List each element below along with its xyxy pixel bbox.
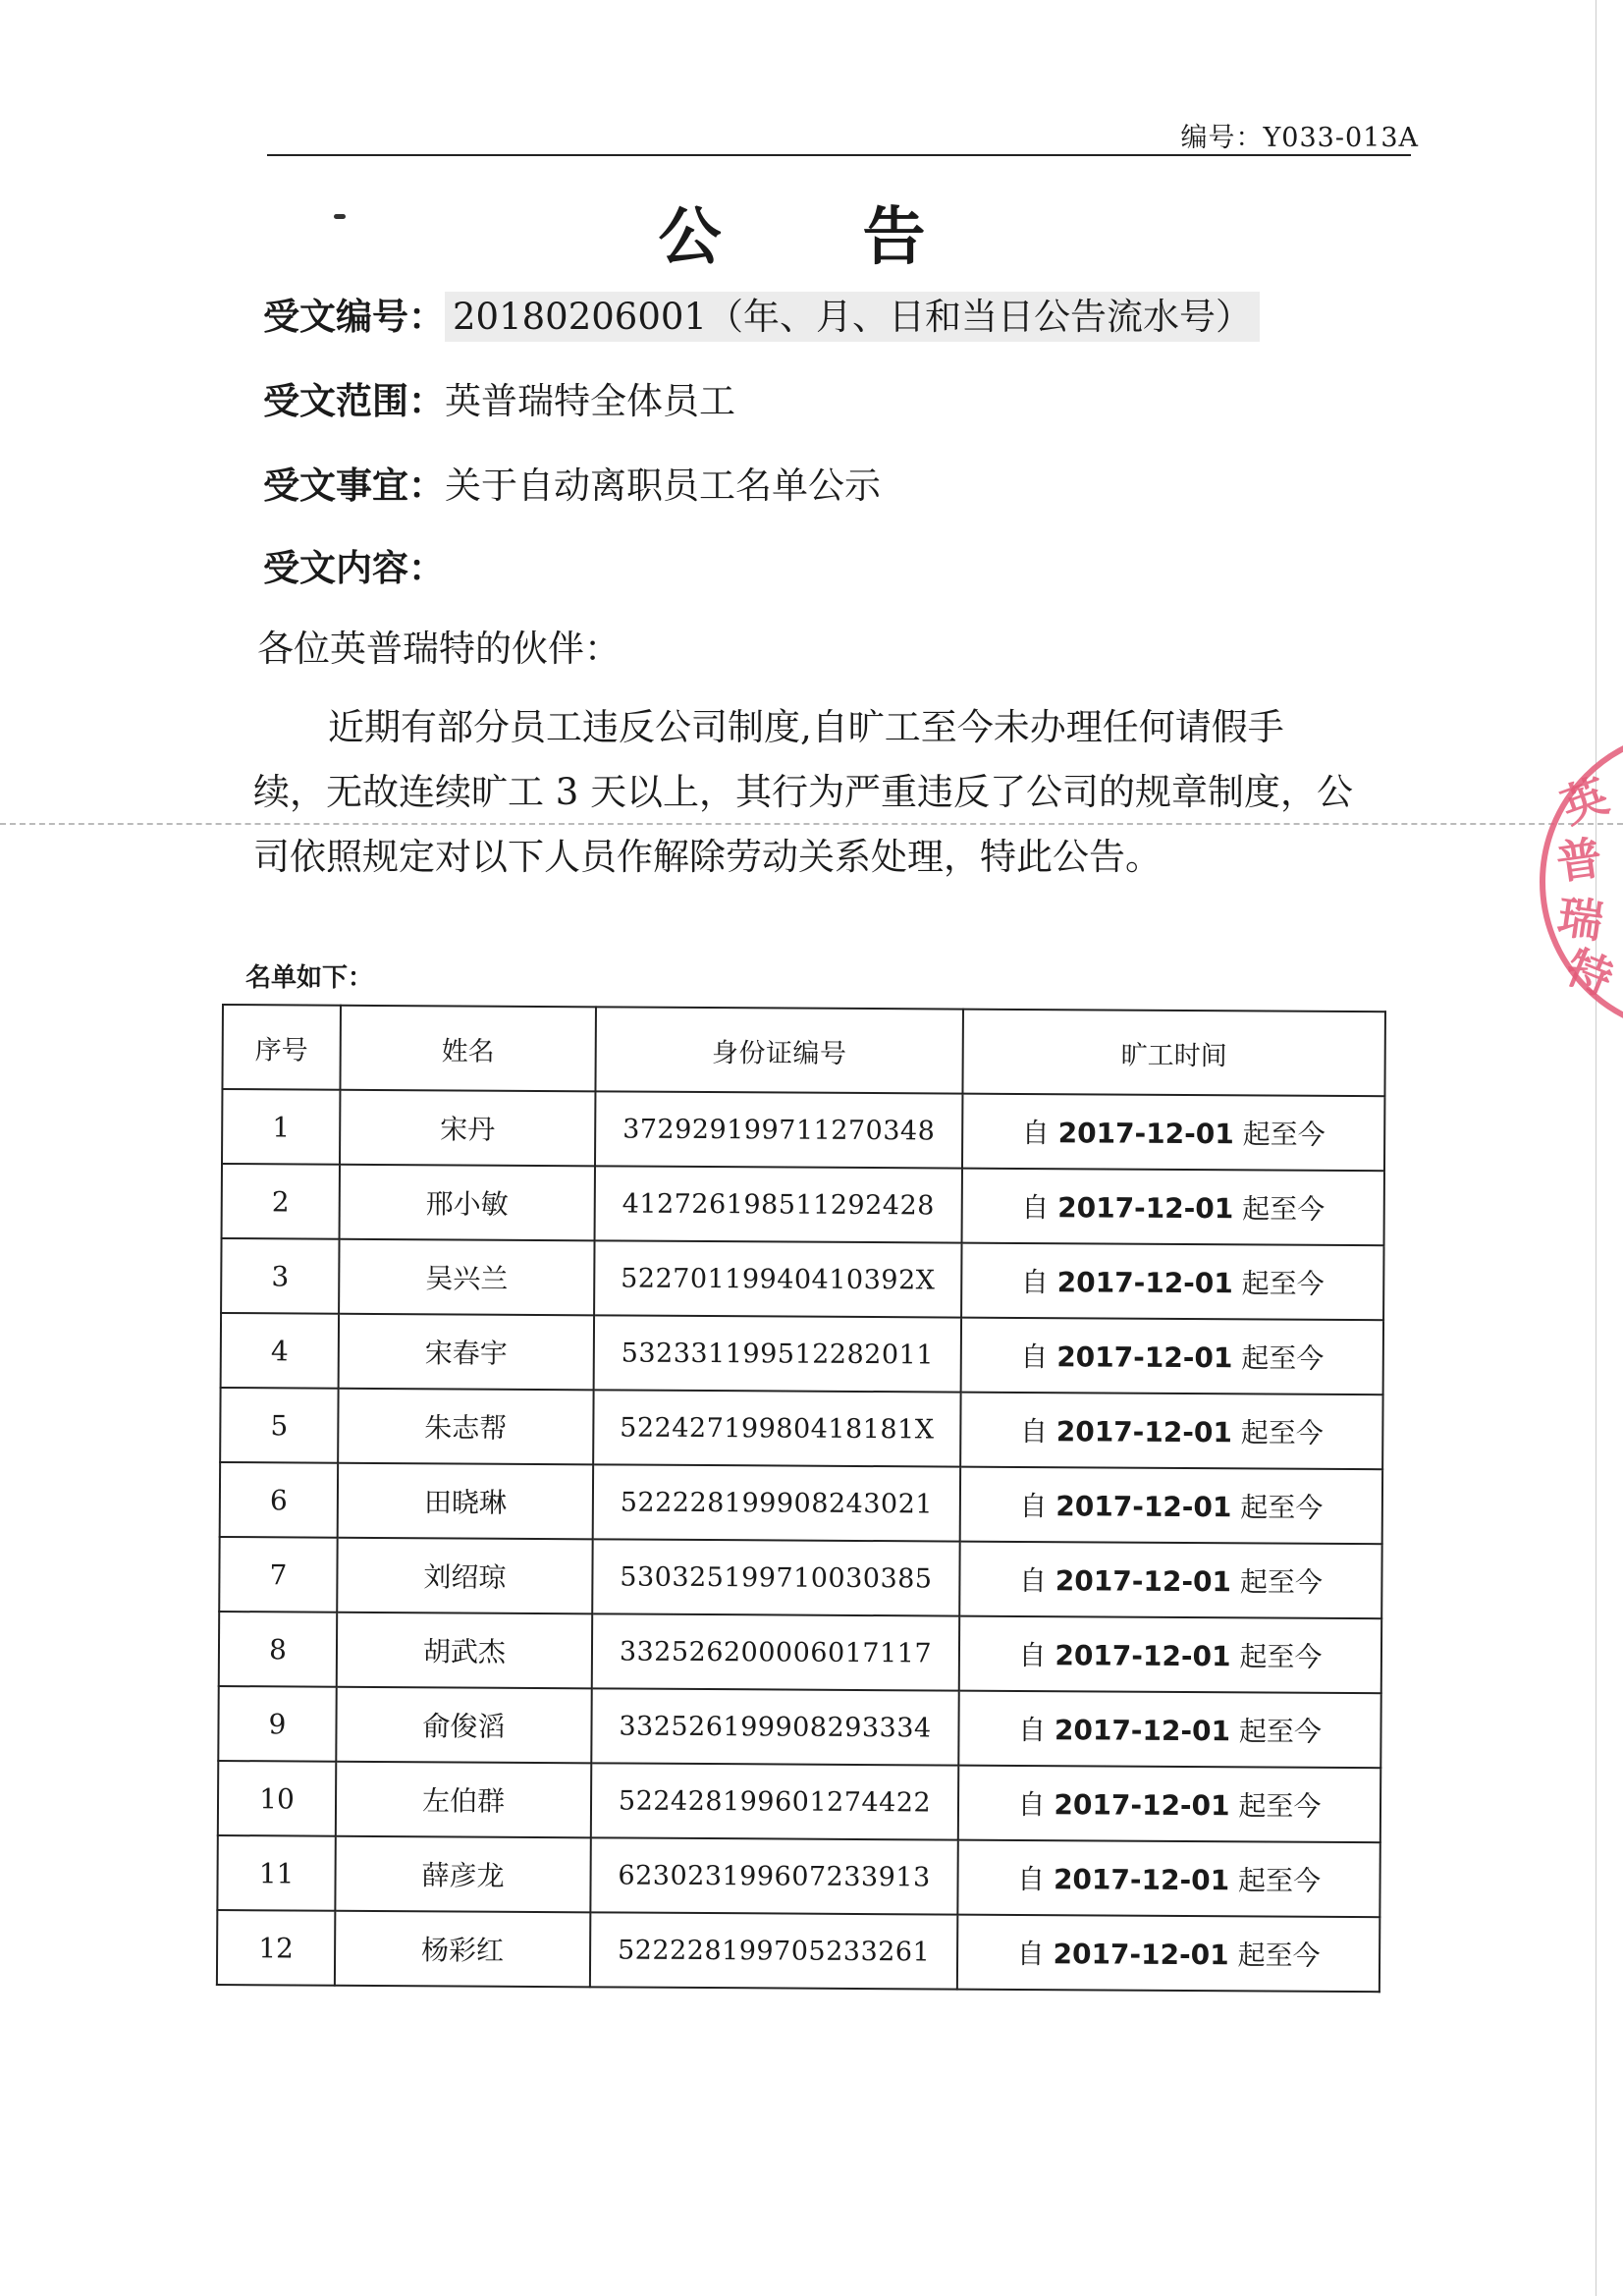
time-date: 2017-12-01 [1053,1863,1230,1897]
cell-name: 田晓琳 [338,1463,593,1540]
body-line-1: 近期有部分员工违反公司制度,自旷工至今未办理任何请假手 [328,706,1284,748]
field-label: 受文编号： [263,296,445,338]
cell-no: 3 [221,1238,339,1314]
cell-time [960,1393,1382,1470]
cell-name: 俞俊滔 [336,1687,591,1764]
table-row [221,1313,1383,1394]
cell-no: 2 [222,1164,340,1239]
time-suffix: 起至今 [1237,1864,1322,1897]
cell-time [959,1542,1381,1619]
cell-no: 10 [218,1761,336,1836]
cell-time [961,1243,1383,1321]
seal-glyph: 英 [1554,768,1615,835]
cell-id: 52242719980418181X [593,1390,960,1466]
time-suffix: 起至今 [1240,1491,1324,1524]
seal-glyph: 特 [1558,940,1621,1007]
time-prefix: 自 [1018,1563,1048,1598]
header-time: 旷工时间 [962,1010,1385,1097]
document-number: 编号：Y033-013A [1180,123,1419,153]
field-value: 20180206001（年、月、日和当日公告流水号） [445,292,1260,342]
cell-id: 532331199512282011 [594,1315,961,1392]
table-row [222,1089,1384,1171]
time-date: 2017-12-01 [1053,1938,1229,1972]
cell-id: 332526200006017117 [592,1613,959,1690]
cell-no: 1 [222,1089,340,1165]
cell-name: 胡武杰 [337,1613,592,1689]
time-suffix: 起至今 [1239,1640,1323,1673]
time-date: 2017-12-01 [1055,1564,1232,1599]
field-subject [263,456,881,509]
roster-body [217,1089,1385,1992]
seal-glyph: 普 [1552,831,1605,890]
time-date: 2017-12-01 [1054,1788,1230,1823]
cell-name: 左伯群 [336,1762,591,1838]
cell-id: 522428199601274422 [591,1763,958,1839]
cell-time [958,1691,1380,1769]
cell-no: 4 [221,1313,339,1389]
header-rule [267,154,1411,156]
cell-name: 刘绍琼 [337,1538,592,1614]
cell-id: 530325199710030385 [592,1539,959,1615]
cell-no: 7 [219,1537,337,1613]
cell-id: 372929199711270348 [595,1091,962,1168]
time-suffix: 起至今 [1238,1715,1323,1748]
time-suffix: 起至今 [1240,1416,1324,1449]
cell-id: 522228199705233261 [590,1912,957,1989]
cell-time [957,1915,1380,1993]
cell-no: 6 [220,1462,338,1538]
cell-no: 8 [219,1612,337,1687]
body-paragraph [253,695,1402,890]
time-prefix: 自 [1019,1489,1048,1523]
time-prefix: 自 [1021,1116,1050,1150]
time-prefix: 自 [1017,1713,1047,1747]
time-prefix: 自 [1021,1190,1050,1225]
cell-time [962,1094,1384,1172]
time-date: 2017-12-01 [1056,1266,1233,1300]
field-content [263,538,445,591]
time-prefix: 自 [1020,1265,1049,1299]
field-label: 受文范围： [263,380,445,422]
cell-time [958,1766,1380,1843]
cell-time [962,1169,1384,1246]
time-prefix: 自 [1016,1937,1045,1971]
table-row [217,1835,1380,1917]
field-label: 受文内容： [263,547,445,589]
table-row [219,1612,1381,1693]
time-date: 2017-12-01 [1055,1639,1231,1673]
roster-table [216,1004,1386,1993]
time-date: 2017-12-01 [1055,1415,1232,1449]
table-row [219,1537,1381,1618]
time-prefix: 自 [1018,1638,1047,1672]
cell-time [957,1840,1380,1918]
table-row [217,1910,1380,1992]
time-date: 2017-12-01 [1055,1490,1232,1524]
time-suffix: 起至今 [1242,1192,1325,1226]
time-prefix: 自 [1020,1339,1049,1374]
field-label: 受文事宜： [263,465,445,507]
header-id: 身份证编号 [595,1007,963,1093]
time-suffix: 起至今 [1242,1118,1325,1151]
seal-glyph: 瑞 [1554,890,1607,949]
time-suffix: 起至今 [1241,1341,1325,1375]
table-row [220,1462,1382,1544]
field-value: 英普瑞特全体员工 [445,380,735,422]
greeting: 各位英普瑞特的伙伴： [257,628,621,670]
cell-name: 宋春宇 [339,1314,594,1391]
time-date: 2017-12-01 [1057,1117,1234,1151]
cell-name: 朱志帮 [338,1389,593,1465]
time-prefix: 自 [1019,1414,1048,1449]
cell-id: 623023199607233913 [590,1837,957,1914]
time-suffix: 起至今 [1238,1789,1322,1823]
time-date: 2017-12-01 [1054,1714,1231,1748]
cell-time [961,1318,1383,1395]
header-no: 序号 [222,1005,341,1090]
list-title: 名单如下： [245,963,374,993]
table-row [222,1164,1384,1245]
time-date: 2017-12-01 [1057,1191,1234,1226]
time-suffix: 起至今 [1237,1939,1321,1972]
cell-no: 5 [220,1388,338,1463]
cell-name: 薛彦龙 [335,1836,590,1913]
table-row [218,1686,1380,1768]
table-row [218,1761,1380,1842]
cell-id: 52270119940410392X [594,1240,961,1317]
field-scope [263,371,735,424]
cell-no: 11 [217,1835,335,1911]
cell-time [959,1616,1381,1694]
cell-name: 宋丹 [340,1090,595,1167]
table-header-row [222,1005,1385,1096]
time-prefix: 自 [1016,1862,1046,1896]
page-title: 公 告 [658,201,965,274]
body-line-2: 续，无故连续旷工 3 天以上，其行为严重违反了公司的规章制度，公 [253,771,1354,813]
cell-id: 332526199908293334 [591,1688,958,1765]
cell-id: 412726198511292428 [595,1166,962,1242]
table-row [221,1238,1383,1320]
header-name: 姓名 [340,1006,596,1092]
cell-id: 522228199908243021 [593,1464,960,1541]
time-prefix: 自 [1017,1787,1046,1822]
cell-name: 邢小敏 [340,1165,595,1241]
cell-name: 杨彩红 [335,1911,590,1988]
field-value: 关于自动离职员工名单公示 [445,465,881,507]
table-row [220,1388,1382,1469]
time-suffix: 起至今 [1239,1565,1323,1599]
cell-no: 12 [217,1910,335,1986]
cell-no: 9 [218,1686,336,1762]
cell-time [960,1467,1382,1545]
body-line-3: 司依照规定对以下人员作解除劳动关系处理，特此公告。 [253,836,1162,878]
cell-name: 吴兴兰 [339,1239,594,1316]
time-suffix: 起至今 [1241,1267,1325,1300]
field-doc-number [263,287,1260,340]
time-date: 2017-12-01 [1056,1340,1233,1375]
